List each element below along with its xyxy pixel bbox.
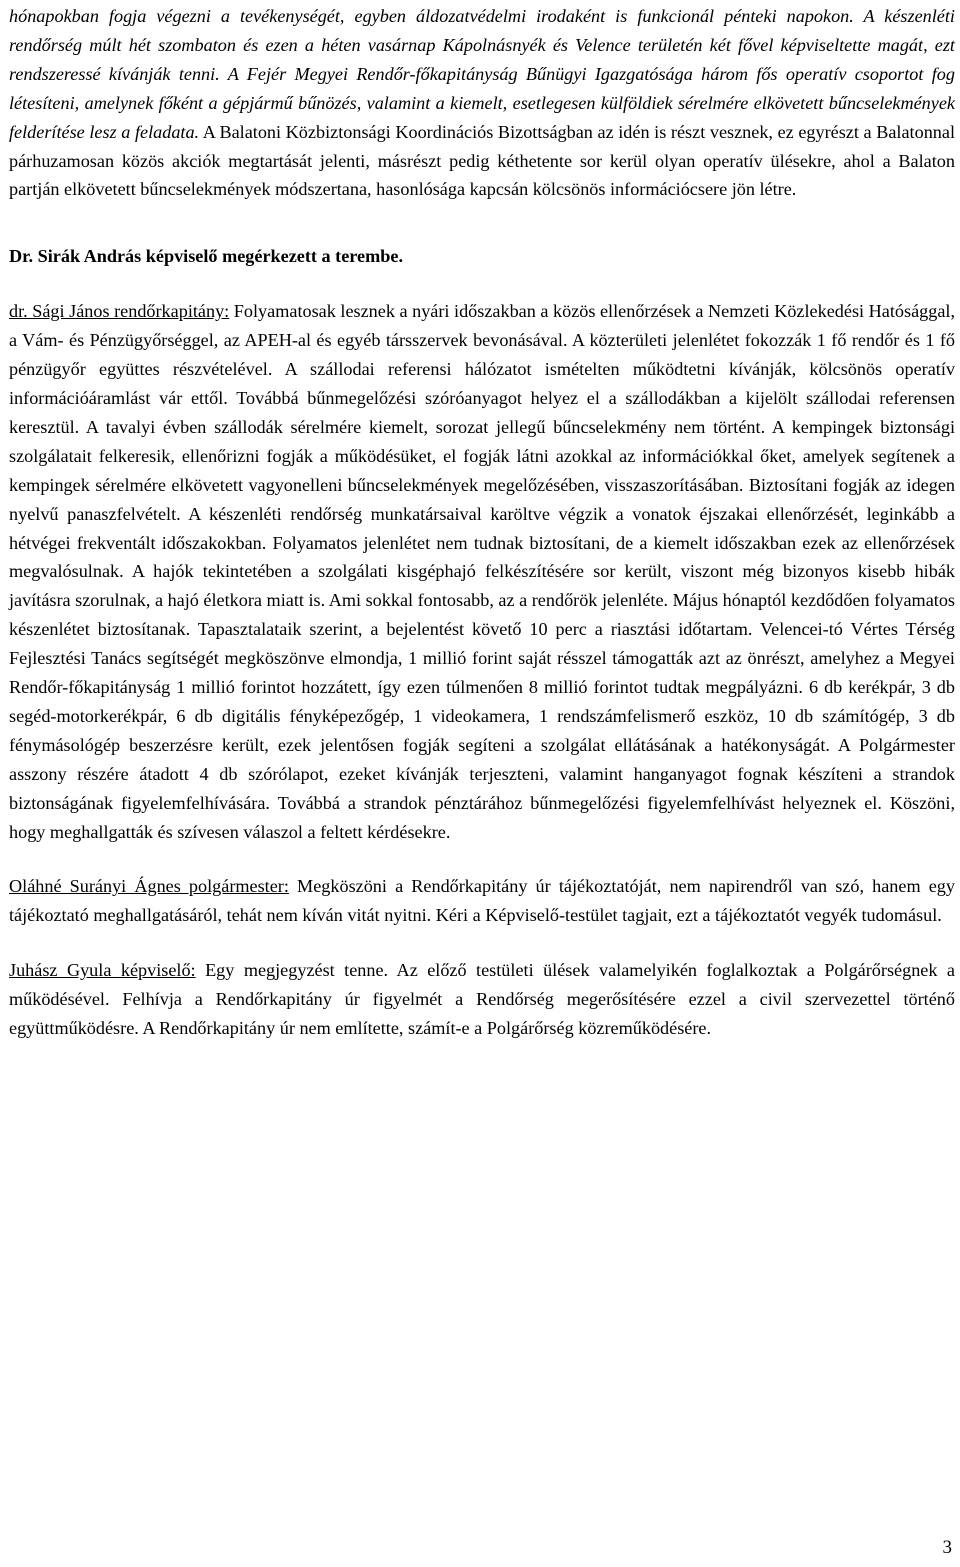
paragraph-italic-part: hónapokban fogja végezni a tevékenységét, egyben áldozatvédelmi irodaként is funkcionál pénteki napokon. A készenléti rendőrség múlt hét szombaton és ezen a héten vasárnap Kápolnásnyék és Velence területén két fővel képviseltette magát, ezt rendszeressé kívánják tenni. A Fejér Megyei Rendőr-főkapitányság Bűnügyi Igazgatósága három fős operatív csoportot fog létesíteni, amelynek főként a gépjármű bűnözés, valamint a kiemelt, esetlegesen külföldiek sérelmére elkövetett bűncselekmények felderítése lesz a feladata. xyxy=(9,6,955,142)
speaker-name: Juhász Gyula képviselő: xyxy=(9,960,196,981)
speech-representative xyxy=(9,956,955,1043)
paragraph-police-operations xyxy=(9,2,955,204)
spacer xyxy=(9,204,955,242)
speech-text: Folyamatosak lesznek a nyári időszakban a közös ellenőrzések a Nemzeti Közlekedési Hatósággal, a Vám- és Pénzügyőrséggel, az APEH-al és egyéb társszervek bevonásával. A közterületi jelenlétet fokozzák 1 fő rendőr és 1 fő pénzügyőr együttes részvételével. A szállodai referensi hálózatot ismételten működtetni kívánják, kölcsönös operatív információáramlást vár ettől. Továbbá bűnmegelőzési szóróanyagot helyez el a szállodákban a kijelölt szállodai referensen keresztül. A tavalyi évben szállodák sérelmére kiemelt, sorozat jellegű bűncselekmény nem történt. A kempingek biztonsági szolgálatait felkeresik, ellenőrizni fogják a működésüket, el fogják látni azokkal az információkkal őket, amelyek segítenek a kempingek sérelmére elkövetett vagyonelleni bűncselekmények megelőzésében, visszaszorításában. Biztosítani fogják az idegen nyelvű panaszfelvételt. A készenléti rendőrség munkatársaival karöltve végzik a vonatok éjszakai ellenőrzését, leginkább a hétvégei frekventált időszakokban. Folyamatos jelenlétet nem tudnak biztosítani, de a kiemelt időszakban ezek az ellenőrzések megvalósulnak. A hajók tekintetében a szolgálati kisgéphajó felkészítésére sor került, viszont még bizonyos kisebb hibák javításra szorulnak, a hajó életkora miatt is. Ami sokkal fontosabb, az a rendőrök jelenléte. Május hónaptól kezdődően folyamatos készenlétet biztosítanak. Tapasztalataik szerint, a bejelentést követő 10 perc a riasztási időtartam. Velencei-tó Vértes Térség Fejlesztési Tanács segítségét megköszönve elmondja, 1 millió forint saját résszel támogatták azt az önrészt, amelyhez a Megyei Rendőr-főkapitányság 1 millió forintot hozzátett, így ezen túlmenően 8 millió forintot tudtak megpályázni. 6 db kerékpár, 3 db segéd-motorkerékpár, 6 db digitális fényképezőgép, 1 videokamera, 1 rendszámfelismerő eszköz, 10 db számítógép, 3 db fénymásológép beszerzésre került, ezek jelentősen fogják segíteni a szolgálat ellátásának a hatékonyságát. A Polgármester asszony részére átadott 4 db szórólapot, ezeket kívánják terjeszteni, valamint hanganyagot fognak készíteni a strandok biztonságának figyelemfelhívására. Továbbá a strandok pénztárához bűnmegelőzési figyelemfelhívást helyeznek el. Köszöni, hogy meghallgatták és szívesen válaszol a feltett kérdésekre. xyxy=(9,301,956,842)
spacer xyxy=(9,271,955,297)
page-number: 3 xyxy=(942,1537,952,1558)
speaker-name: dr. Sági János rendőrkapitány: xyxy=(9,301,230,322)
speaker-name: Oláhné Surányi Ágnes polgármester: xyxy=(9,876,289,897)
speech-police-chief xyxy=(9,297,955,846)
paragraph-normal-part: A Balatoni Közbiztonsági Koordinációs Bizottságban az idén is részt vesznek, ez egyrészt a Balatonnal párhuzamosan közös akciók megtartását jelenti, másrészt pedig kéthetente sor kerül olyan operatív ülésekre, ahol a Balaton partján elkövetett bűncselekmények módszertana, hasonlósága kapcsán kölcsönös információcsere jön létre. xyxy=(9,121,956,200)
document-page xyxy=(9,2,955,1043)
speech-mayor xyxy=(9,872,955,930)
arrival-note: Dr. Sirák András képviselő megérkezett a terembe. xyxy=(9,246,403,267)
spacer xyxy=(9,846,955,872)
speech-text: Egy megjegyzést tenne. Az előző testületi ülések valamelyikén foglalkoztak a Polgárőrségnek a működésével. Felhívja a Rendőrkapitány úr figyelmét a Rendőrség megerősítésére ezzel a civil szervezettel történő együttműködésre. A Rendőrkapitány úr nem említette, számít-e a Polgárőrség közreműködésére. xyxy=(9,960,955,1039)
spacer xyxy=(9,930,955,956)
speech-text: Megköszöni a Rendőrkapitány úr tájékoztatóját, nem napirendről van szó, hanem egy tájékoztató meghallgatásáról, tehát nem kíván vitát nyitni. Kéri a Képviselő-testület tagjait, ezt a tájékoztatót vegyék tudomásul. xyxy=(9,876,955,926)
